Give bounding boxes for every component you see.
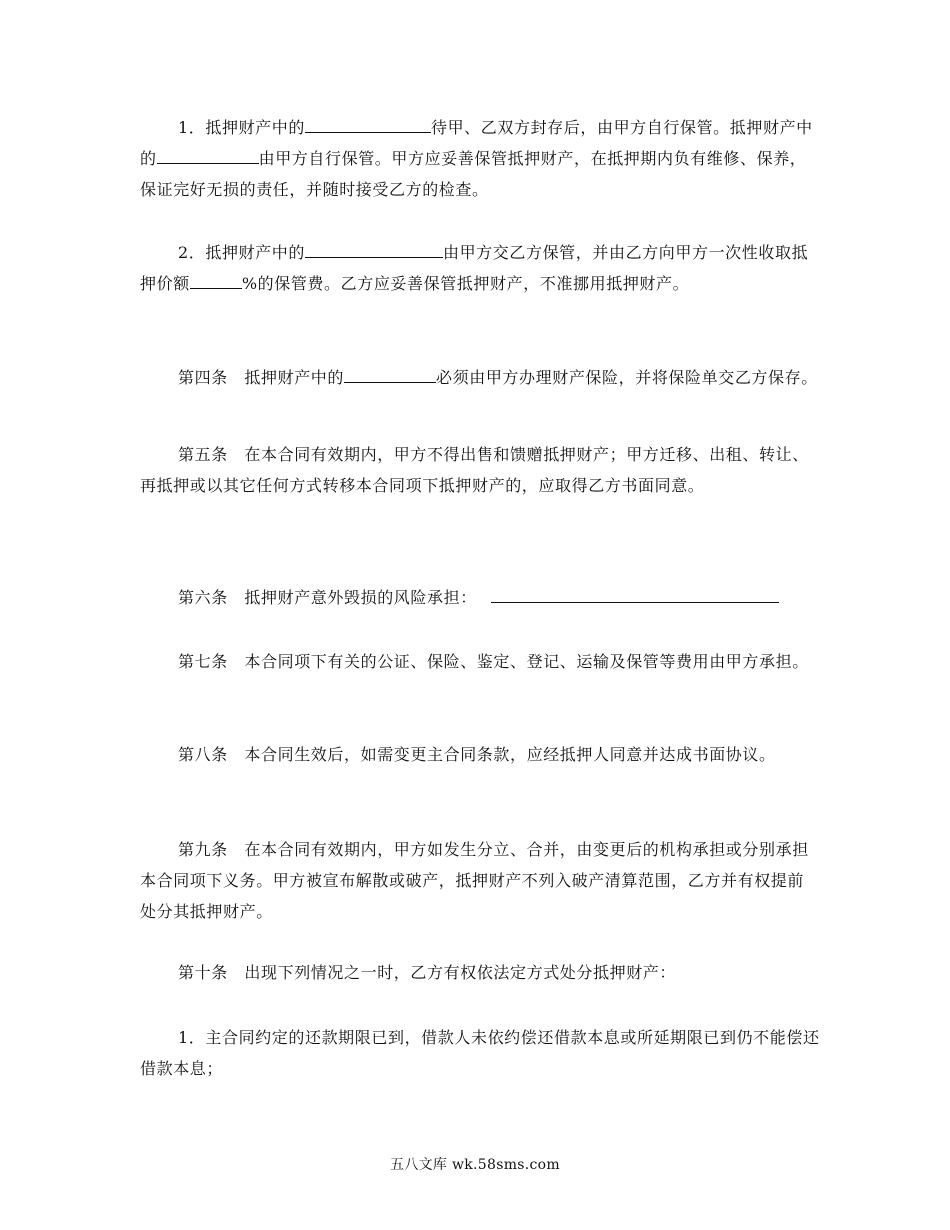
custody-clause-1: [140, 112, 820, 205]
article-5: 第五条 在本合同有效期内，甲方不得出售和馈赠抵押财产；甲方迁移、出租、转让、再抵押或以其它任何方式转移本合同项下抵押财产的，应取得乙方书面同意。: [140, 445, 809, 495]
custody-clause-2: [140, 237, 820, 299]
article-10: 第十条 出现下列情况之一时，乙方有权依法定方式处分抵押财产：: [178, 963, 677, 982]
blank-line[interactable]: [305, 239, 443, 258]
blank-line[interactable]: [305, 114, 431, 133]
custody-clause-2-part2: 由甲方交乙方保管，并由乙方向甲方一次性收取抵押价额: [140, 243, 809, 293]
custody-clause-1-part2: 待甲、乙双方封存后，由甲方自行保管。抵押财产中的: [140, 118, 813, 168]
footer-watermark: 五八文库 wk.58sms.com: [390, 1157, 560, 1173]
article-8: 第八条 本合同生效后，如需变更主合同条款，应经抵押人同意并达成书面协议。: [178, 745, 776, 764]
article-7: 第七条 本合同项下有关的公证、保险、鉴定、登记、运输及保管等费用由甲方承担。: [178, 652, 809, 671]
article-10-item-1: 1．主合同约定的还款期限已到，借款人未依约偿还借款本息或所延期限已到仍不能偿还借款本息；: [140, 1028, 820, 1078]
article-4-part1: 第四条 抵押财产中的: [178, 368, 345, 387]
blank-line[interactable]: [190, 270, 242, 289]
article-4: [140, 362, 820, 393]
article-6-text: 第六条 抵押财产意外毁损的风险承担：: [178, 588, 477, 607]
article-4-part2: 必须由甲方办理财产保险，并将保险单交乙方保存。: [436, 368, 818, 387]
blank-line[interactable]: [157, 145, 259, 164]
custody-clause-2-part1: 2．抵押财产中的: [178, 243, 305, 262]
article-6: [140, 582, 820, 613]
custody-clause-1-part3: 由甲方自行保管。甲方应妥善保管抵押财产，在抵押期内负有维修、保养，保证完好无损的责任，并随时接受乙方的检查。: [140, 149, 807, 199]
blank-line[interactable]: [491, 584, 779, 603]
custody-clause-2-part3: %的保管费。乙方应妥善保管抵押财产，不准挪用抵押财产。: [241, 274, 690, 293]
custody-clause-1-part1: 1．抵押财产中的: [178, 118, 305, 137]
blank-line[interactable]: [344, 364, 436, 383]
article-9: 第九条 在本合同有效期内，甲方如发生分立、合并，由变更后的机构承担或分别承担本合同项下义务。甲方被宣布解散或破产，抵押财产不列入破产清算范围，乙方并有权提前处分其抵押财产。: [140, 840, 809, 921]
